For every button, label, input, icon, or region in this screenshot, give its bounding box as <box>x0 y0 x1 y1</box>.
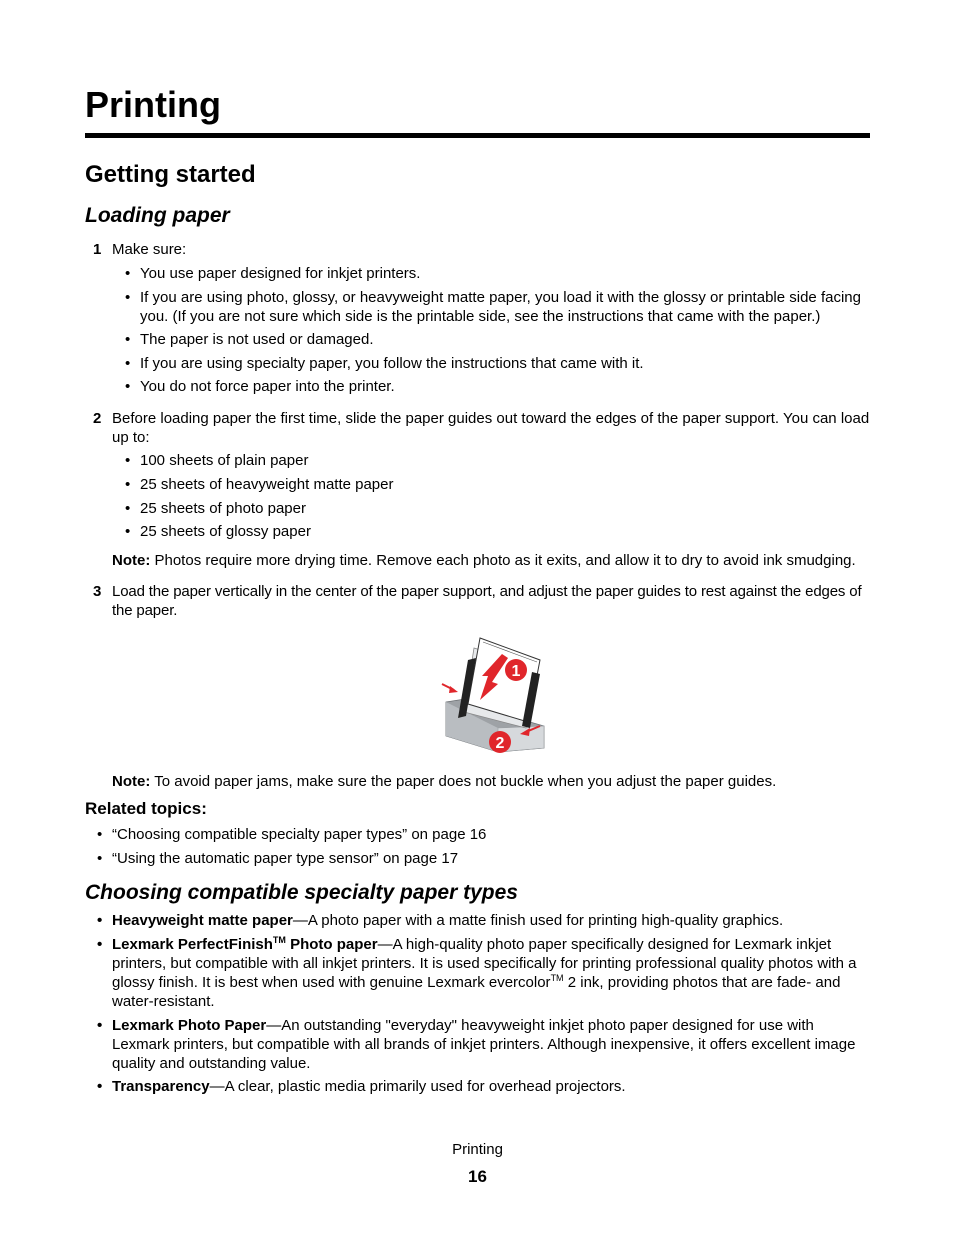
step-2-text: Before loading paper the first time, slide the paper guides out toward the edges of the paper support. You can load up to: <box>112 410 870 446</box>
paper-type-desc: —A high-quality photo paper specifically designed for Lexmark inkjet printers, but compatible with all inkjet printers. It is used specifically for printing professional quality photos with a glossy finish. It is best when used with genuine Lexmark evercolor <box>112 936 857 991</box>
step-1-bullet: • The paper is not used or damaged. <box>140 330 870 349</box>
step-1-number: 1 <box>93 241 102 258</box>
paper-type-desc: —An outstanding "everyday" heavyweight inkjet photo paper designed for use with Lexmark printers, but compatible with all brands of inkjet printers. Although inexpensive, it offers excellent image quality and outstanding value. <box>112 1017 856 1072</box>
callout-1-label: 1 <box>511 663 521 680</box>
callout-2-label: 2 <box>495 735 505 752</box>
related-topic-link[interactable]: • “Using the automatic paper type sensor” on page 17 <box>112 849 872 868</box>
paper-type-item <box>112 935 872 1011</box>
note-label: Note: <box>112 773 151 790</box>
choosing-paper-heading: Choosing compatible specialty paper types <box>85 881 518 904</box>
related-topic-link[interactable]: • “Choosing compatible specialty paper types” on page 16 <box>112 825 872 844</box>
section-heading: Getting started <box>85 161 256 188</box>
paper-type-desc: —A photo paper with a matte finish used for printing high-quality graphics. <box>292 912 784 929</box>
paper-type-term: Photo paper <box>285 936 378 953</box>
page-title: Printing <box>85 84 221 125</box>
title-rule <box>85 133 870 138</box>
step-3-text: Load the paper vertically in the center of the paper support, and adjust the paper guides to rest against the edges of the paper. <box>112 583 862 619</box>
step-1-bullet: • If you are using photo, glossy, or heavyweight matte paper, you load it with the glossy or printable side facing you. (If you are not sure which side is the printable side, see the instructions that came with the paper.) <box>140 288 872 326</box>
page-number: 16 <box>468 1167 487 1186</box>
step-2-bullet: • 25 sheets of glossy paper <box>140 522 870 541</box>
step-3-number: 3 <box>93 583 102 600</box>
loading-paper-heading: Loading paper <box>85 204 230 227</box>
step-1-bullet: • If you are using specialty paper, you follow the instructions that came with it. <box>140 354 870 373</box>
paper-type-item <box>112 1016 872 1073</box>
paper-type-term: Lexmark PerfectFinish <box>112 936 273 953</box>
step-2-note <box>112 551 872 570</box>
step-1-bullet: • You use paper designed for inkjet printers. <box>140 264 870 283</box>
step-2-bullet: • 25 sheets of heavyweight matte paper <box>140 475 870 494</box>
paper-type-term: Lexmark Photo Paper <box>112 1017 267 1034</box>
step-3-note <box>112 772 872 791</box>
note-text: Photos require more drying time. Remove each photo as it exits, and allow it to dry to avoid ink smudging. <box>150 552 856 569</box>
paper-type-desc: 2 ink, providing photos that are fade- and water-resistant. <box>112 974 841 1010</box>
paper-type-item <box>112 911 872 930</box>
paper-type-desc: —A clear, plastic media primarily used for overhead projectors. <box>209 1078 626 1095</box>
related-topics-heading: Related topics: <box>85 799 207 818</box>
paper-type-item <box>112 1077 872 1096</box>
step-2-number: 2 <box>93 410 102 427</box>
trademark-mark: TM <box>272 935 286 945</box>
paper-type-term: Heavyweight matte paper <box>112 912 293 929</box>
trademark-mark: TM <box>550 973 564 983</box>
footer-section-label: Printing <box>452 1141 503 1158</box>
step-2-bullet: • 25 sheets of photo paper <box>140 499 870 518</box>
step-1-bullet: • You do not force paper into the printer. <box>140 377 870 396</box>
step-2-bullet: • 100 sheets of plain paper <box>140 451 870 470</box>
paper-type-term: Transparency <box>112 1078 210 1095</box>
loading-paper-illustration <box>440 632 550 757</box>
step-1-text: Make sure: <box>112 241 187 258</box>
note-text: To avoid paper jams, make sure the paper does not buckle when you adjust the paper guides. <box>150 773 777 790</box>
note-label: Note: <box>112 552 151 569</box>
